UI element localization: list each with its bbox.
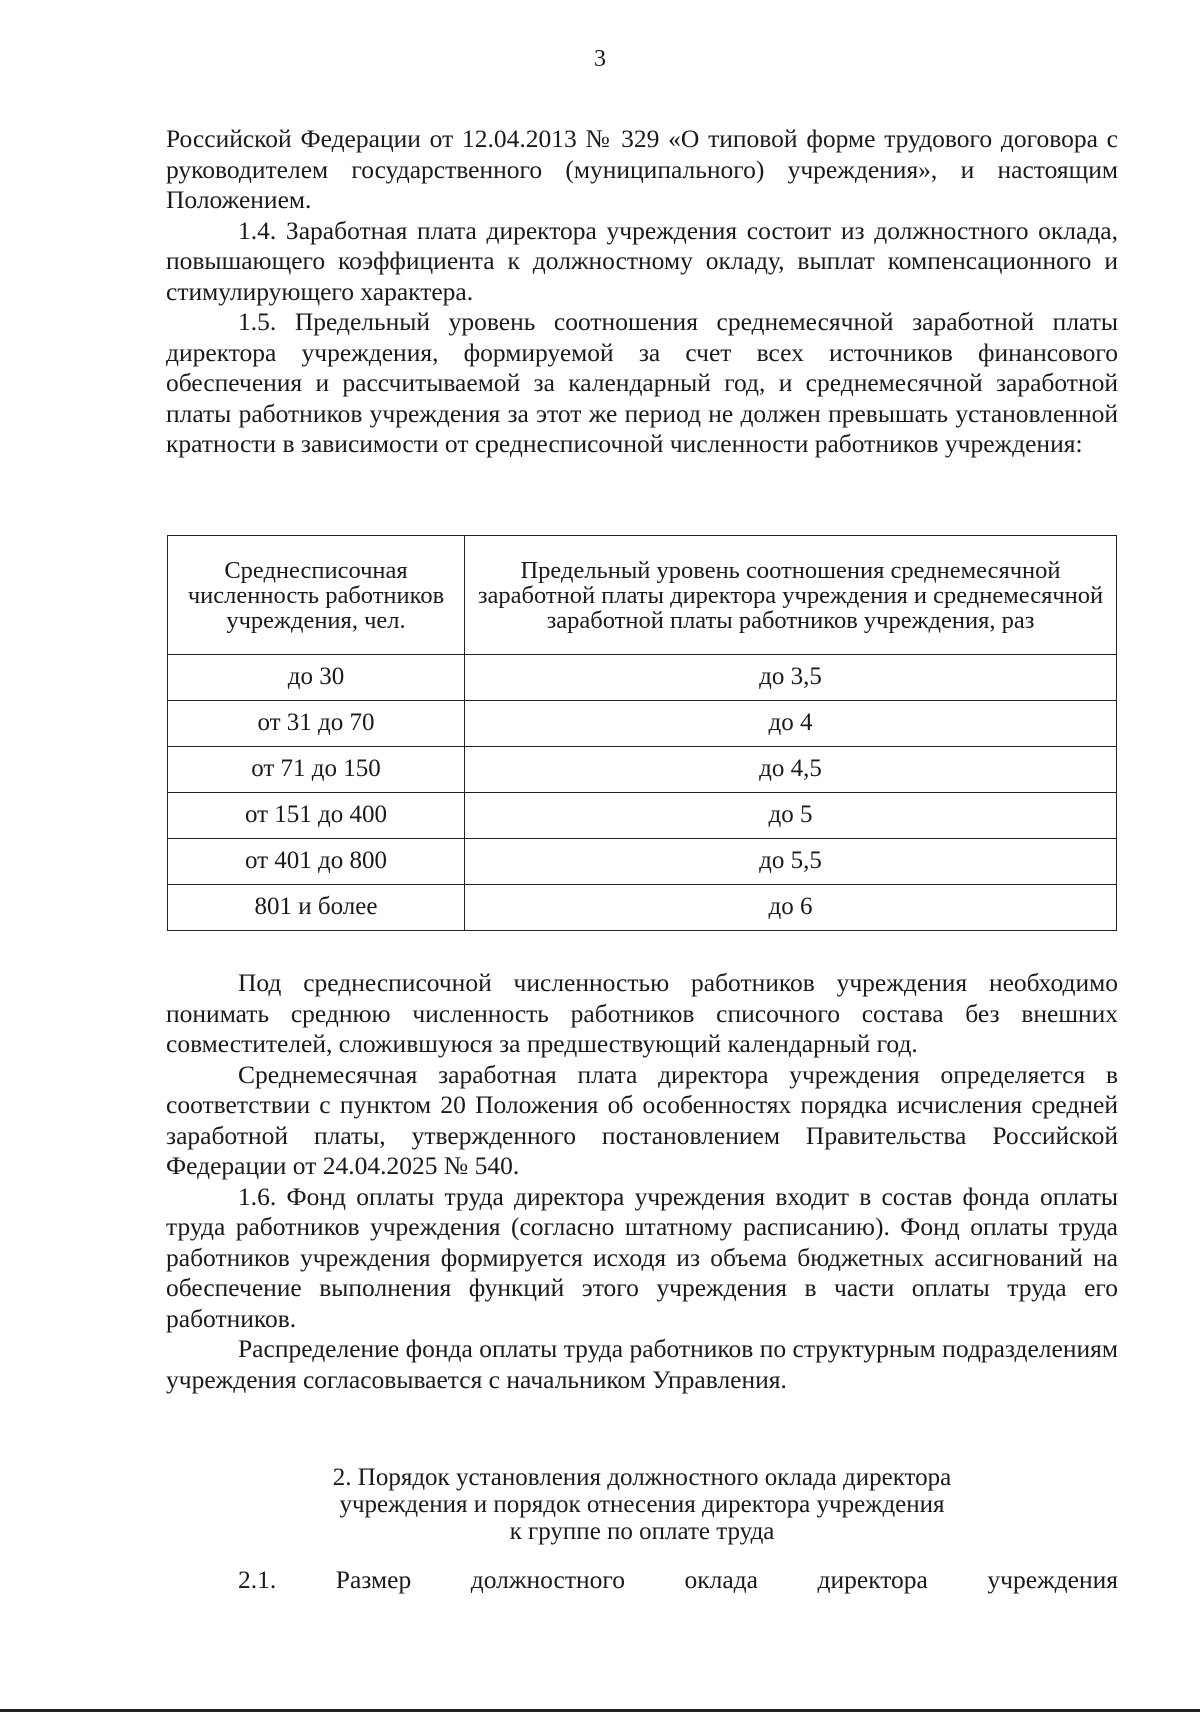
paragraph-definition: Под среднесписочной численностью работников учреждения необходимо понимать среднюю численность работников списочного состава без внешних совместителей, сложившуюся за предшествующий календарный год. xyxy=(166,968,1118,1058)
paragraph-2-1: 2.1. Размер должностного оклада директора учреждения xyxy=(238,1565,1118,1594)
section-title-line-3: к группе по оплате труда xyxy=(509,1518,775,1545)
headcount-cell: от 31 до 70 xyxy=(168,701,465,747)
ratio-cell: до 5 xyxy=(465,793,1117,839)
ratio-cell: до 5,5 xyxy=(465,839,1117,885)
headcount-cell: от 151 до 400 xyxy=(168,793,465,839)
table-row xyxy=(168,885,1117,931)
intro-section xyxy=(166,124,1118,460)
after-table-section xyxy=(166,968,1118,1395)
ratio-table-container xyxy=(167,535,1117,931)
table-row xyxy=(168,655,1117,701)
ratio-cell: до 3,5 xyxy=(465,655,1117,701)
headcount-cell: от 401 до 800 xyxy=(168,839,465,885)
ratio-cell: до 4,5 xyxy=(465,747,1117,793)
section-2-body xyxy=(166,1565,1118,1596)
paragraph-1-5: 1.5. Предельный уровень соотношения среднемесячной заработной платы директора учреждения, формируемой за счет всех источников финансового обеспечения и рассчитываемой за календарный год, и среднемесячной заработной платы работников учреждения за этот же период не должен превышать установленной кратности в зависимости от среднесписочной численности работников учреждения: xyxy=(166,307,1118,458)
headcount-cell: до 30 xyxy=(168,655,465,701)
paragraph-1-6: 1.6. Фонд оплаты труда директора учреждения входит в состав фонда оплаты труда работников учреждения (согласно штатному расписанию). Фонд оплаты труда работников учреждения формируется исходя из объема бюджетных ассигнований на обеспечение выполнения функций этого учреждения в части оплаты труда его работников. xyxy=(166,1181,1118,1333)
page-number: 3 xyxy=(594,46,606,72)
headcount-cell: от 71 до 150 xyxy=(168,747,465,793)
header-ratio: Предельный уровень соотношения среднемесячной заработной платы директора учреждения и среднемесячной заработной платы работников учреждения, раз xyxy=(465,536,1117,655)
headcount-cell: 801 и более xyxy=(168,885,465,931)
section-title-line-2: учреждения и порядок отнесения директора учреждения xyxy=(339,1491,945,1518)
paragraph-distribution: Распределение фонда оплаты труда работников по структурным подразделениям учреждения согласовывается с начальником Управления. xyxy=(166,1334,1118,1394)
ratio-table xyxy=(167,535,1117,931)
header-headcount: Среднесписочная численность работников учреждения, чел. xyxy=(168,536,465,655)
section-title-line-1: 2. Порядок установления должностного оклада директора xyxy=(332,1464,952,1491)
table-header-row xyxy=(168,536,1117,655)
paragraph-average-salary: Среднемесячная заработная плата директора учреждения определяется в соответствии с пунктом 20 Положения об особенностях порядка исчисления средней заработной платы, утвержденного постановлением Правительства Российской Федерации от 24.04.2025 № 540. xyxy=(166,1059,1118,1180)
paragraph-continuation: Российской Федерации от 12.04.2013 № 329 «О типовой форме трудового договора с руководителем государственного (муниципального) учреждения», и настоящим Положением. xyxy=(166,124,1118,214)
table-row xyxy=(168,839,1117,885)
paragraph-1-4: 1.4. Заработная плата директора учреждения состоит из должностного оклада, повышающего коэффициента к должностному окладу, выплат компенсационного и стимулирующего характера. xyxy=(166,215,1118,306)
table-row xyxy=(168,793,1117,839)
ratio-cell: до 6 xyxy=(465,885,1117,931)
bottom-edge-line xyxy=(0,1709,1200,1712)
table-row xyxy=(168,701,1117,747)
section-2-heading xyxy=(166,1464,1118,1545)
ratio-cell: до 4 xyxy=(465,701,1117,747)
table-row xyxy=(168,747,1117,793)
